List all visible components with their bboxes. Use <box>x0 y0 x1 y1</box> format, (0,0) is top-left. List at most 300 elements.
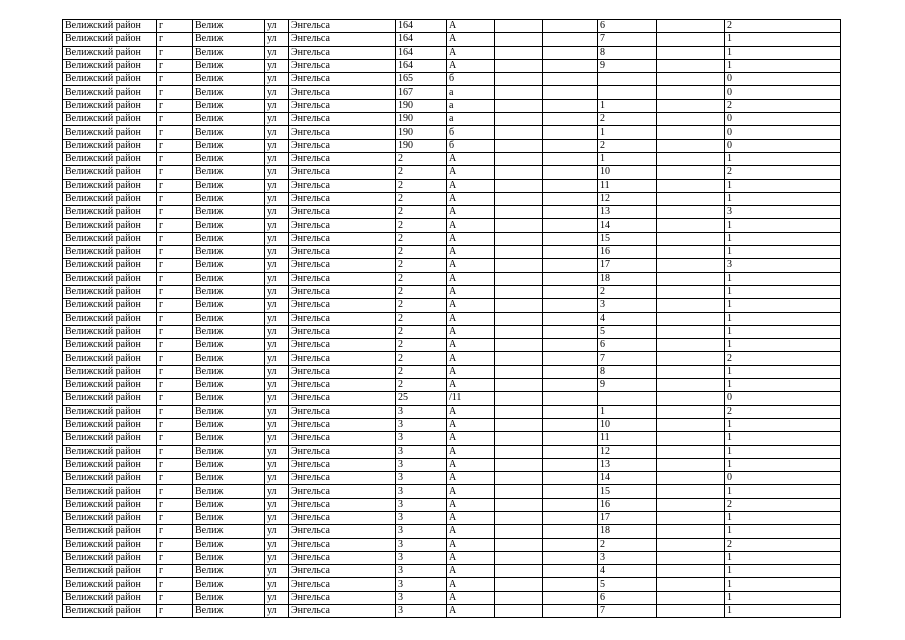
street-cell: Энгельса <box>289 312 396 325</box>
count-cell: 0 <box>725 126 841 139</box>
table-row <box>63 445 841 458</box>
table-row <box>63 538 841 551</box>
apartment-cell: 12 <box>598 192 657 205</box>
street-cell: Энгельса <box>289 405 396 418</box>
street-type-cell: ул <box>265 405 289 418</box>
table-row <box>63 405 841 418</box>
table-row <box>63 285 841 298</box>
count-cell: 1 <box>725 179 841 192</box>
extra-cell-a <box>495 232 543 245</box>
apartment-cell: 13 <box>598 458 657 471</box>
count-cell: 1 <box>725 379 841 392</box>
extra-cell-a <box>495 379 543 392</box>
district-cell: Велижский район <box>63 192 157 205</box>
district-cell: Велижский район <box>63 472 157 485</box>
street-cell: Энгельса <box>289 498 396 511</box>
building-letter-cell: А <box>447 578 495 591</box>
settlement-type-cell: г <box>157 498 193 511</box>
street-cell: Энгельса <box>289 152 396 165</box>
building-letter-cell: А <box>447 365 495 378</box>
district-cell: Велижский район <box>63 259 157 272</box>
extra-cell-c <box>657 379 725 392</box>
apartment-cell: 10 <box>598 418 657 431</box>
count-cell: 1 <box>725 59 841 72</box>
building-letter-cell: А <box>447 33 495 46</box>
street-type-cell: ул <box>265 325 289 338</box>
house-cell: 190 <box>396 126 447 139</box>
street-type-cell: ул <box>265 565 289 578</box>
settlement-type-cell: г <box>157 392 193 405</box>
building-letter-cell: А <box>447 219 495 232</box>
table-row <box>63 20 841 33</box>
settlement-cell: Велиж <box>193 418 265 431</box>
extra-cell-c <box>657 498 725 511</box>
table-body <box>63 20 841 618</box>
extra-cell-a <box>495 458 543 471</box>
extra-cell-a <box>495 605 543 618</box>
extra-cell-c <box>657 59 725 72</box>
extra-cell-b <box>543 166 598 179</box>
building-letter-cell: А <box>447 259 495 272</box>
settlement-type-cell: г <box>157 192 193 205</box>
settlement-cell: Велиж <box>193 591 265 604</box>
count-cell: 0 <box>725 86 841 99</box>
extra-cell-b <box>543 219 598 232</box>
settlement-type-cell: г <box>157 485 193 498</box>
house-cell: 2 <box>396 179 447 192</box>
count-cell: 1 <box>725 33 841 46</box>
street-cell: Энгельса <box>289 246 396 259</box>
district-cell: Велижский район <box>63 525 157 538</box>
extra-cell-c <box>657 551 725 564</box>
house-cell: 3 <box>396 458 447 471</box>
house-cell: 2 <box>396 192 447 205</box>
apartment-cell: 15 <box>598 485 657 498</box>
count-cell: 1 <box>725 152 841 165</box>
street-cell: Энгельса <box>289 591 396 604</box>
district-cell: Велижский район <box>63 352 157 365</box>
street-cell: Энгельса <box>289 59 396 72</box>
apartment-cell: 15 <box>598 232 657 245</box>
extra-cell-c <box>657 445 725 458</box>
extra-cell-c <box>657 458 725 471</box>
extra-cell-c <box>657 485 725 498</box>
street-cell: Энгельса <box>289 86 396 99</box>
building-letter-cell: А <box>447 591 495 604</box>
extra-cell-c <box>657 285 725 298</box>
extra-cell-b <box>543 591 598 604</box>
count-cell: 1 <box>725 445 841 458</box>
street-type-cell: ул <box>265 246 289 259</box>
extra-cell-a <box>495 86 543 99</box>
street-type-cell: ул <box>265 152 289 165</box>
extra-cell-a <box>495 432 543 445</box>
district-cell: Велижский район <box>63 458 157 471</box>
house-cell: 165 <box>396 73 447 86</box>
building-letter-cell: А <box>447 179 495 192</box>
apartment-cell: 16 <box>598 498 657 511</box>
building-letter-cell: А <box>447 272 495 285</box>
extra-cell-b <box>543 232 598 245</box>
street-type-cell: ул <box>265 219 289 232</box>
settlement-type-cell: г <box>157 259 193 272</box>
apartment-cell: 2 <box>598 285 657 298</box>
apartment-cell: 7 <box>598 352 657 365</box>
settlement-cell: Велиж <box>193 392 265 405</box>
apartment-cell: 16 <box>598 246 657 259</box>
count-cell: 1 <box>725 551 841 564</box>
apartment-cell: 11 <box>598 179 657 192</box>
district-cell: Велижский район <box>63 591 157 604</box>
building-letter-cell: А <box>447 605 495 618</box>
settlement-cell: Велиж <box>193 498 265 511</box>
district-cell: Велижский район <box>63 605 157 618</box>
count-cell: 0 <box>725 472 841 485</box>
street-cell: Энгельса <box>289 259 396 272</box>
district-cell: Велижский район <box>63 432 157 445</box>
house-cell: 190 <box>396 99 447 112</box>
house-cell: 164 <box>396 46 447 59</box>
count-cell: 2 <box>725 166 841 179</box>
table-row <box>63 192 841 205</box>
street-type-cell: ул <box>265 525 289 538</box>
house-cell: 2 <box>396 339 447 352</box>
building-letter-cell: А <box>447 458 495 471</box>
building-letter-cell: А <box>447 325 495 338</box>
district-cell: Велижский район <box>63 152 157 165</box>
street-type-cell: ул <box>265 272 289 285</box>
count-cell: 1 <box>725 605 841 618</box>
street-type-cell: ул <box>265 46 289 59</box>
extra-cell-b <box>543 339 598 352</box>
extra-cell-a <box>495 498 543 511</box>
extra-cell-a <box>495 392 543 405</box>
district-cell: Велижский район <box>63 485 157 498</box>
apartment-cell: 9 <box>598 59 657 72</box>
settlement-type-cell: г <box>157 605 193 618</box>
extra-cell-b <box>543 246 598 259</box>
settlement-cell: Велиж <box>193 578 265 591</box>
street-type-cell: ул <box>265 126 289 139</box>
settlement-type-cell: г <box>157 152 193 165</box>
extra-cell-c <box>657 272 725 285</box>
extra-cell-b <box>543 458 598 471</box>
extra-cell-a <box>495 99 543 112</box>
apartment-cell: 7 <box>598 33 657 46</box>
settlement-type-cell: г <box>157 405 193 418</box>
house-cell: 2 <box>396 166 447 179</box>
district-cell: Велижский район <box>63 578 157 591</box>
extra-cell-c <box>657 192 725 205</box>
building-letter-cell: А <box>447 405 495 418</box>
table-row <box>63 246 841 259</box>
extra-cell-c <box>657 472 725 485</box>
street-cell: Энгельса <box>289 538 396 551</box>
settlement-cell: Велиж <box>193 299 265 312</box>
settlement-type-cell: г <box>157 33 193 46</box>
building-letter-cell: А <box>447 59 495 72</box>
settlement-cell: Велиж <box>193 565 265 578</box>
count-cell: 2 <box>725 498 841 511</box>
district-cell: Велижский район <box>63 538 157 551</box>
house-cell: 3 <box>396 578 447 591</box>
settlement-type-cell: г <box>157 46 193 59</box>
street-type-cell: ул <box>265 166 289 179</box>
table-row <box>63 339 841 352</box>
extra-cell-a <box>495 139 543 152</box>
district-cell: Велижский район <box>63 46 157 59</box>
extra-cell-b <box>543 485 598 498</box>
building-letter-cell: А <box>447 485 495 498</box>
street-cell: Энгельса <box>289 126 396 139</box>
building-letter-cell: А <box>447 246 495 259</box>
district-cell: Велижский район <box>63 498 157 511</box>
extra-cell-c <box>657 179 725 192</box>
count-cell: 0 <box>725 113 841 126</box>
extra-cell-c <box>657 126 725 139</box>
extra-cell-c <box>657 139 725 152</box>
table-row <box>63 299 841 312</box>
house-cell: 3 <box>396 418 447 431</box>
settlement-cell: Велиж <box>193 325 265 338</box>
extra-cell-b <box>543 418 598 431</box>
apartment-cell: 12 <box>598 445 657 458</box>
apartment-cell: 3 <box>598 299 657 312</box>
street-type-cell: ул <box>265 312 289 325</box>
count-cell: 0 <box>725 139 841 152</box>
house-cell: 190 <box>396 113 447 126</box>
settlement-cell: Велиж <box>193 511 265 524</box>
street-cell: Энгельса <box>289 418 396 431</box>
extra-cell-b <box>543 259 598 272</box>
settlement-cell: Велиж <box>193 86 265 99</box>
extra-cell-a <box>495 339 543 352</box>
building-letter-cell: А <box>447 312 495 325</box>
extra-cell-a <box>495 472 543 485</box>
district-cell: Велижский район <box>63 365 157 378</box>
settlement-type-cell: г <box>157 86 193 99</box>
table-row <box>63 432 841 445</box>
building-letter-cell: А <box>447 46 495 59</box>
count-cell: 2 <box>725 405 841 418</box>
house-cell: 3 <box>396 511 447 524</box>
extra-cell-a <box>495 152 543 165</box>
street-type-cell: ул <box>265 86 289 99</box>
count-cell: 1 <box>725 192 841 205</box>
settlement-type-cell: г <box>157 445 193 458</box>
extra-cell-b <box>543 99 598 112</box>
apartment-cell <box>598 86 657 99</box>
table-row <box>63 139 841 152</box>
building-letter-cell: А <box>447 445 495 458</box>
extra-cell-a <box>495 272 543 285</box>
district-cell: Велижский район <box>63 325 157 338</box>
extra-cell-b <box>543 86 598 99</box>
settlement-type-cell: г <box>157 432 193 445</box>
table-row <box>63 113 841 126</box>
house-cell: 3 <box>396 432 447 445</box>
district-cell: Велижский район <box>63 299 157 312</box>
district-cell: Велижский район <box>63 285 157 298</box>
settlement-cell: Велиж <box>193 73 265 86</box>
settlement-cell: Велиж <box>193 126 265 139</box>
table-row <box>63 206 841 219</box>
extra-cell-a <box>495 192 543 205</box>
street-type-cell: ул <box>265 472 289 485</box>
building-letter-cell: А <box>447 379 495 392</box>
house-cell: 3 <box>396 565 447 578</box>
settlement-type-cell: г <box>157 126 193 139</box>
house-cell: 25 <box>396 392 447 405</box>
apartment-cell: 1 <box>598 152 657 165</box>
street-cell: Энгельса <box>289 219 396 232</box>
settlement-cell: Велиж <box>193 20 265 33</box>
extra-cell-a <box>495 285 543 298</box>
settlement-cell: Велиж <box>193 219 265 232</box>
apartment-cell: 5 <box>598 578 657 591</box>
house-cell: 2 <box>396 365 447 378</box>
extra-cell-b <box>543 299 598 312</box>
settlement-type-cell: г <box>157 551 193 564</box>
house-cell: 2 <box>396 379 447 392</box>
house-cell: 3 <box>396 498 447 511</box>
count-cell: 1 <box>725 232 841 245</box>
extra-cell-c <box>657 20 725 33</box>
house-cell: 167 <box>396 86 447 99</box>
street-cell: Энгельса <box>289 299 396 312</box>
count-cell: 1 <box>725 246 841 259</box>
table-row <box>63 591 841 604</box>
street-cell: Энгельса <box>289 578 396 591</box>
extra-cell-b <box>543 33 598 46</box>
count-cell: 0 <box>725 73 841 86</box>
house-cell: 190 <box>396 139 447 152</box>
settlement-cell: Велиж <box>193 59 265 72</box>
settlement-cell: Велиж <box>193 525 265 538</box>
apartment-cell: 10 <box>598 166 657 179</box>
extra-cell-b <box>543 126 598 139</box>
street-type-cell: ул <box>265 179 289 192</box>
building-letter-cell: А <box>447 551 495 564</box>
district-cell: Велижский район <box>63 139 157 152</box>
settlement-cell: Велиж <box>193 339 265 352</box>
count-cell: 1 <box>725 578 841 591</box>
apartment-cell: 3 <box>598 551 657 564</box>
table-row <box>63 565 841 578</box>
table-row <box>63 365 841 378</box>
apartment-cell: 4 <box>598 312 657 325</box>
count-cell: 1 <box>725 299 841 312</box>
district-cell: Велижский район <box>63 511 157 524</box>
count-cell: 1 <box>725 591 841 604</box>
street-cell: Энгельса <box>289 379 396 392</box>
settlement-type-cell: г <box>157 365 193 378</box>
street-type-cell: ул <box>265 113 289 126</box>
extra-cell-b <box>543 139 598 152</box>
street-cell: Энгельса <box>289 206 396 219</box>
extra-cell-a <box>495 312 543 325</box>
settlement-type-cell: г <box>157 591 193 604</box>
settlement-type-cell: г <box>157 379 193 392</box>
count-cell: 2 <box>725 352 841 365</box>
extra-cell-b <box>543 551 598 564</box>
building-letter-cell: А <box>447 418 495 431</box>
street-type-cell: ул <box>265 485 289 498</box>
street-cell: Энгельса <box>289 485 396 498</box>
settlement-type-cell: г <box>157 179 193 192</box>
settlement-cell: Велиж <box>193 365 265 378</box>
extra-cell-b <box>543 152 598 165</box>
street-cell: Энгельса <box>289 339 396 352</box>
settlement-type-cell: г <box>157 511 193 524</box>
settlement-type-cell: г <box>157 299 193 312</box>
building-letter-cell: А <box>447 352 495 365</box>
extra-cell-a <box>495 485 543 498</box>
extra-cell-a <box>495 20 543 33</box>
extra-cell-b <box>543 46 598 59</box>
settlement-cell: Велиж <box>193 379 265 392</box>
building-letter-cell: А <box>447 166 495 179</box>
table-row <box>63 525 841 538</box>
extra-cell-c <box>657 152 725 165</box>
district-cell: Велижский район <box>63 445 157 458</box>
apartment-cell: 14 <box>598 472 657 485</box>
street-cell: Энгельса <box>289 325 396 338</box>
settlement-type-cell: г <box>157 525 193 538</box>
count-cell: 1 <box>725 46 841 59</box>
house-cell: 2 <box>396 246 447 259</box>
extra-cell-c <box>657 86 725 99</box>
district-cell: Велижский район <box>63 379 157 392</box>
street-type-cell: ул <box>265 99 289 112</box>
extra-cell-a <box>495 591 543 604</box>
street-type-cell: ул <box>265 365 289 378</box>
extra-cell-c <box>657 166 725 179</box>
table-row <box>63 392 841 405</box>
table-row <box>63 458 841 471</box>
extra-cell-c <box>657 591 725 604</box>
street-cell: Энгельса <box>289 192 396 205</box>
extra-cell-c <box>657 219 725 232</box>
apartment-cell <box>598 73 657 86</box>
extra-cell-a <box>495 405 543 418</box>
count-cell: 1 <box>725 511 841 524</box>
street-type-cell: ул <box>265 352 289 365</box>
settlement-type-cell: г <box>157 312 193 325</box>
building-letter-cell: А <box>447 192 495 205</box>
extra-cell-c <box>657 99 725 112</box>
table-row <box>63 312 841 325</box>
table-row <box>63 511 841 524</box>
house-cell: 2 <box>396 219 447 232</box>
district-cell: Велижский район <box>63 339 157 352</box>
district-cell: Велижский район <box>63 272 157 285</box>
building-letter-cell: А <box>447 498 495 511</box>
table-row <box>63 352 841 365</box>
settlement-type-cell: г <box>157 352 193 365</box>
street-cell: Энгельса <box>289 113 396 126</box>
count-cell: 1 <box>725 325 841 338</box>
apartment-cell <box>598 392 657 405</box>
street-cell: Энгельса <box>289 46 396 59</box>
street-cell: Энгельса <box>289 73 396 86</box>
table-row <box>63 152 841 165</box>
district-cell: Велижский район <box>63 179 157 192</box>
extra-cell-a <box>495 46 543 59</box>
extra-cell-b <box>543 525 598 538</box>
apartment-cell: 13 <box>598 206 657 219</box>
extra-cell-a <box>495 59 543 72</box>
